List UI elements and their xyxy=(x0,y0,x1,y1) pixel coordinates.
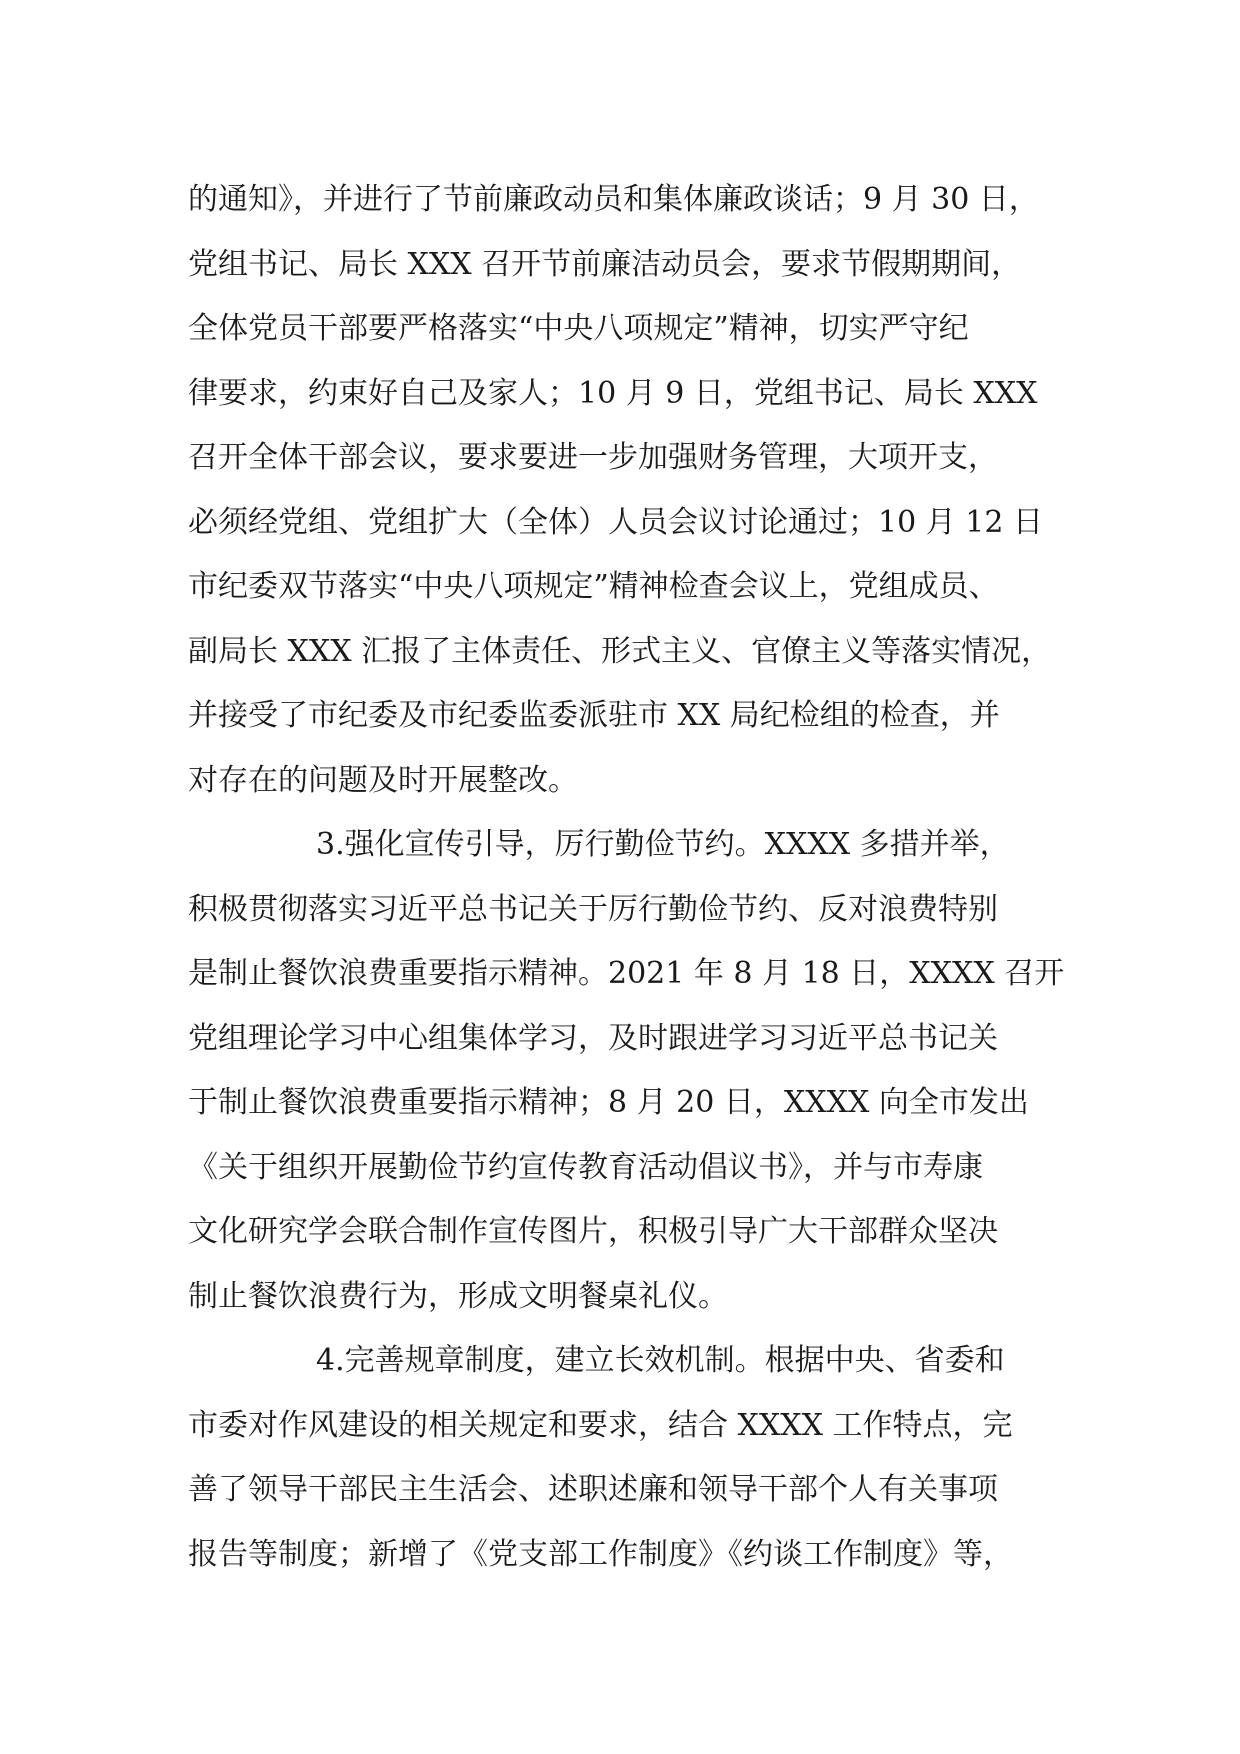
text-line: 副局长 XXX 汇报了主体责任、形式主义、官僚主义等落实情况， xyxy=(188,633,1052,669)
text-line: 召开全体干部会议，要求要进一步加强财务管理，大项开支， xyxy=(188,440,998,475)
text-line: 积极贯彻落实习近平总书记关于厉行勤俭节约、反对浪费特别 xyxy=(188,891,998,927)
text-line: 党组理论学习中心组集体学习，及时跟进学习习近平总书记关 xyxy=(188,1020,998,1056)
text-line: 文化研究学会联合制作宣传图片，积极引导广大干部群众坚决 xyxy=(188,1214,998,1249)
paragraph-4-heading-line: 4.完善规章制度，建立长效机制。根据中央、省委和 xyxy=(316,1343,1005,1378)
text-line: 党组书记、局长 XXX 召开节前廉洁动员会，要求节假期期间， xyxy=(188,246,1022,282)
text-line: 的通知》，并进行了节前廉政动员和集体廉政谈话；9 月 30 日， xyxy=(188,182,1039,217)
text-line: 必须经党组、党组扩大（全体）人员会议讨论通过；10 月 12 日 xyxy=(188,504,1043,540)
text-line: 制止餐饮浪费行为，形成文明餐桌礼仪。 xyxy=(188,1278,728,1314)
text-line: 报告等制度；新增了《党支部工作制度》《约谈工作制度》等， xyxy=(188,1536,1013,1572)
text-line: 全体党员干部要严格落实“中央八项规定”精神，切实严守纪 xyxy=(188,311,969,346)
text-line: 对存在的问题及时开展整改。 xyxy=(188,762,578,798)
text-line: 律要求，约束好自己及家人；10 月 9 日，党组书记、局长 XXX xyxy=(188,375,1038,411)
text-line: 《关于组织开展勤俭节约宣传教育活动倡议书》，并与市寿康 xyxy=(188,1149,983,1185)
text-line: 于制止餐饮浪费重要指示精神；8 月 20 日，XXXX 向全市发出 xyxy=(188,1085,1029,1120)
text-line: 是制止餐饮浪费重要指示精神。2021 年 8 月 18 日，XXXX 召开 xyxy=(188,956,1065,991)
text-line: 市纪委双节落实“中央八项规定”精神检查会议上，党组成员、 xyxy=(188,569,999,604)
text-line: 善了领导干部民主生活会、述职述廉和领导干部个人有关事项 xyxy=(188,1472,998,1507)
paragraph-3-heading-line: 3.强化宣传引导，厉行勤俭节约。XXXX 多措并举， xyxy=(316,827,1010,862)
text-line: 并接受了市纪委及市纪委监委派驻市 XX 局纪检组的检查，并 xyxy=(188,698,1000,733)
text-line: 市委对作风建设的相关规定和要求，结合 XXXX 工作特点，完 xyxy=(188,1407,1013,1443)
body-text xyxy=(188,168,1088,1587)
